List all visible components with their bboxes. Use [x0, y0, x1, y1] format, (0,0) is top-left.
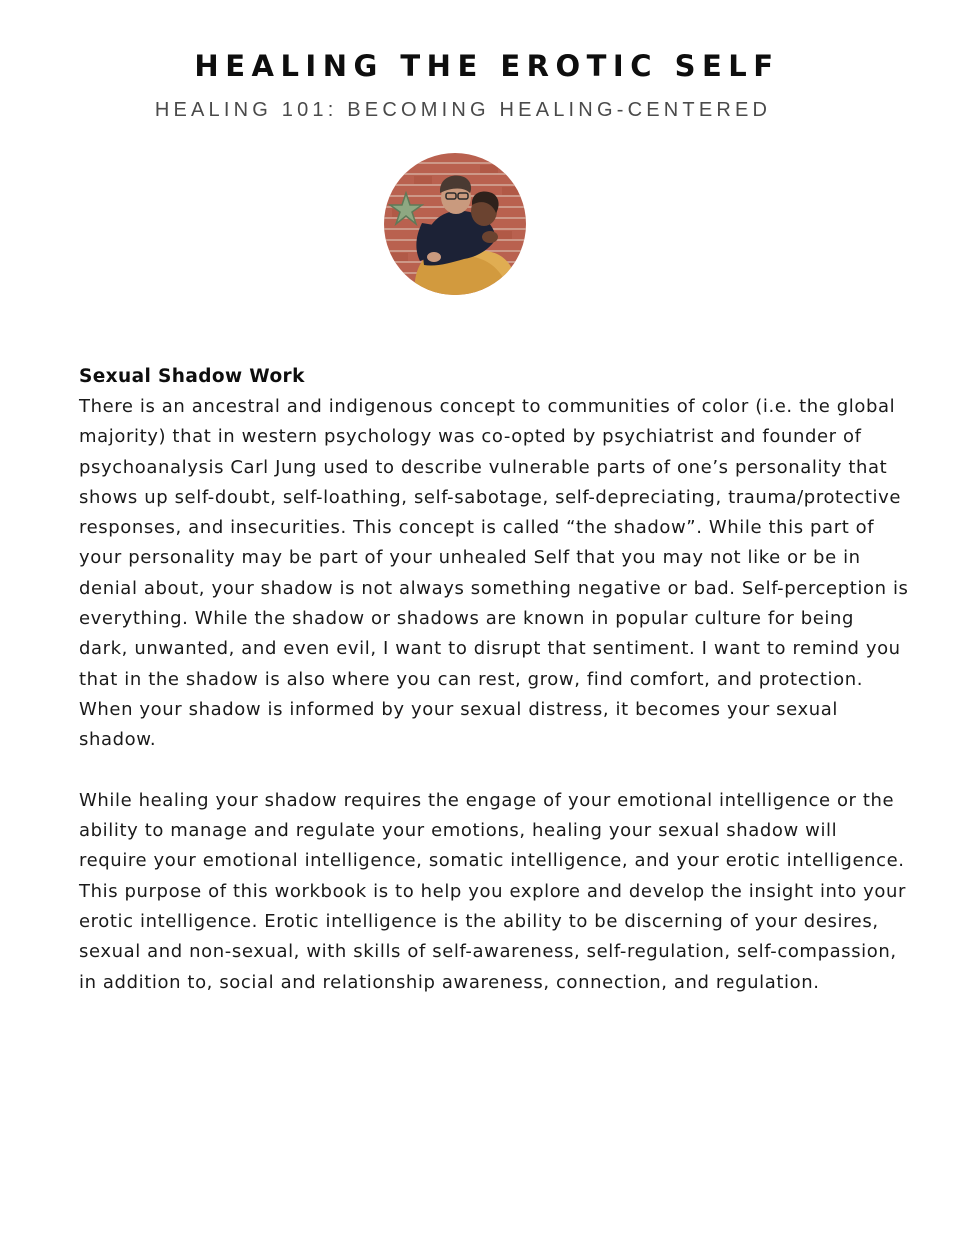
couple-photo	[384, 153, 526, 295]
page-title: HEALING THE EROTIC SELF	[194, 49, 780, 83]
section-heading: Sexual Shadow Work	[79, 366, 305, 387]
paragraph: There is an ancestral and indigenous concept to communities of color (i.e. the global majority) that in western psychology was co-opted by psychiatrist and founder of psychoanalysis Carl Jung used to describe vulnerable parts of one’s personality that shows up self-doubt, self-loathing, self-sabotage, self-depreciating, trauma/protective responses, and insecurities. This concept is called “the shadow”. While this part of your personality may be part of your unhealed Self that you may not like or be in denial about, your shadow is not always something negative or bad. Self-perception is everything. While the shadow or shadows are known in popular culture for being dark, unwanted, and even evil, I want to disrupt that sentiment. I want to remind you that in the shadow is also where you can rest, grow, find comfort, and protection. When your shadow is informed by your sexual distress, it becomes your sexual shadow.	[79, 396, 909, 751]
paragraph: While healing your shadow requires the engage of your emotional intelligence or the ability to manage and regulate your emotions, healing your sexual shadow will require your emotional intelligence, somatic intelligence, and your erotic intelligence. This purpose of this workbook is to help you explore and develop the insight into your erotic intelligence. Erotic intelligence is the ability to be discerning of your desires, sexual and non-sexual, with skills of self-awareness, self-regulation, self-compassion, in addition to, social and relationship awareness, connection, and regulation.	[79, 789, 907, 993]
page-subtitle: HEALING 101: BECOMING HEALING-CENTERED	[154, 99, 772, 121]
couple-embracing-photo-icon	[384, 153, 526, 295]
section-sexual-shadow-work	[79, 362, 909, 998]
